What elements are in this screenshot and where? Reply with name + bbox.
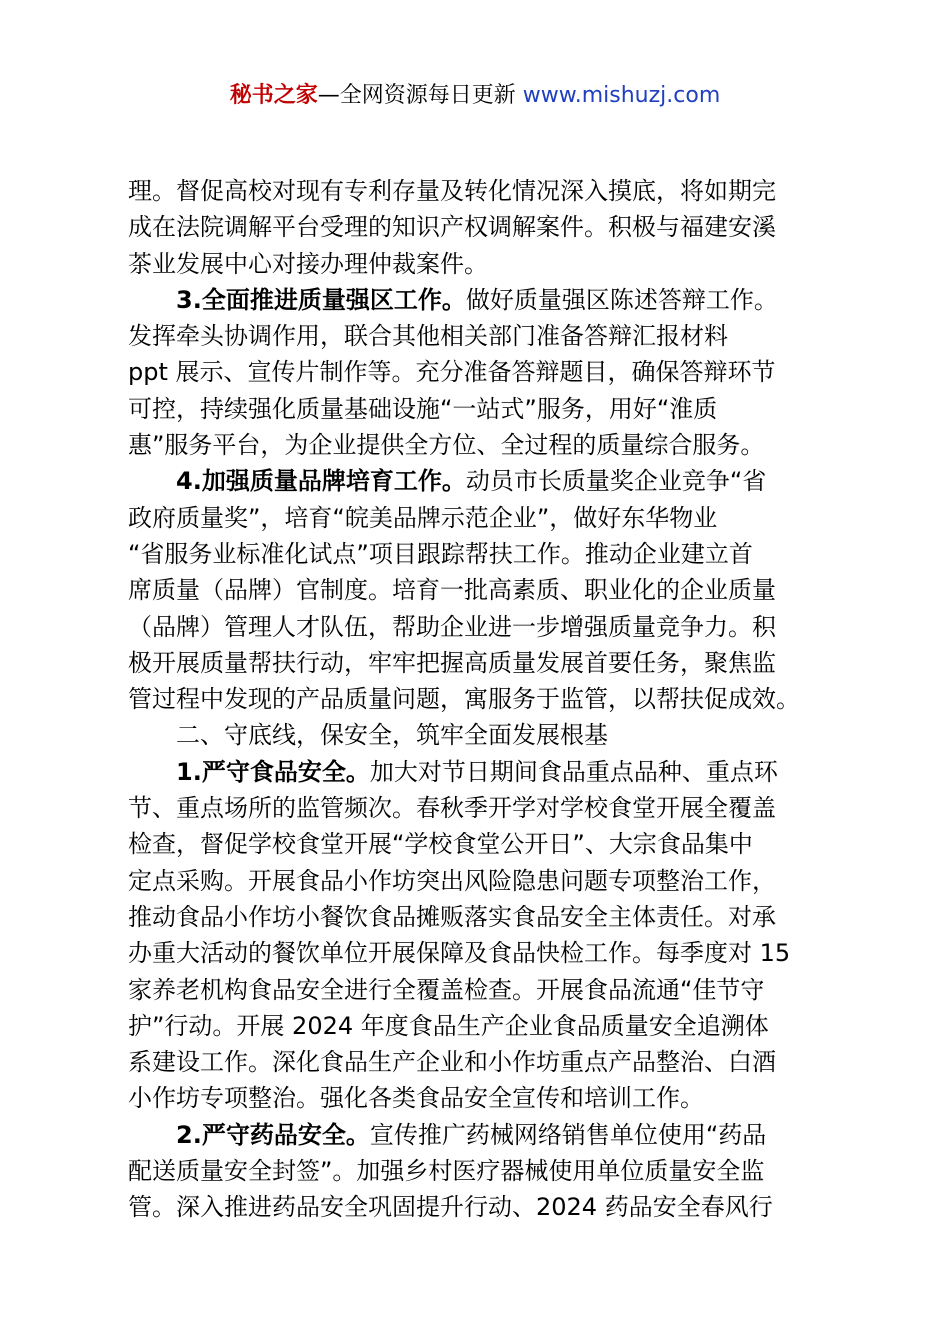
- line-bold: 2.严守药品安全。: [176, 1120, 370, 1149]
- text-line: [128, 863, 834, 899]
- site-url-link[interactable]: www.mishuzj.com: [522, 83, 721, 108]
- text-line: [128, 209, 834, 245]
- line-text: ppt 展示、宣传片制作等。充分准备答辩题目，确保答辩环节: [128, 358, 776, 387]
- line-text: 配送质量安全封签”。加强乡村医疗器械使用单位质量安全监: [128, 1157, 765, 1186]
- line-text: 推动食品小作坊小餐饮食品摊贩落实食品安全主体责任。对承: [128, 902, 776, 931]
- text-line: [128, 1153, 834, 1189]
- line-text: 小作坊专项整治。强化各类食品安全宣传和培训工作。: [128, 1084, 704, 1113]
- section-heading-line: [128, 1117, 834, 1153]
- line-text: “省服务业标准化试点”项目跟踪帮扶工作。推动企业建立首: [128, 539, 753, 568]
- line-text: 节、重点场所的监管频次。春秋季开学对学校食堂开展全覆盖: [128, 794, 776, 823]
- line-text: 极开展质量帮扶行动，牢牢把握高质量发展首要任务，聚焦监: [128, 648, 776, 677]
- line-text: 二、守底线，保安全，筑牢全面发展根基: [176, 721, 608, 750]
- line-text: 惠”服务平台，为企业提供全方位、全过程的质量综合服务。: [128, 431, 765, 460]
- line-text: 管。深入推进药品安全巩固提升行动、2024 药品安全春风行: [128, 1193, 773, 1222]
- text-line: [128, 972, 834, 1008]
- line-text: 系建设工作。深化食品生产企业和小作坊重点产品整治、白酒: [128, 1048, 776, 1077]
- text-line: [128, 935, 834, 971]
- line-bold: 4.加强质量品牌培育工作。: [176, 467, 466, 496]
- line-text: 政府质量奖”，培育“皖美品牌示范企业”，做好东华物业: [128, 503, 718, 532]
- text-line: [128, 572, 834, 608]
- line-text: 发挥牵头协调作用，联合其他相关部门准备答辩汇报材料: [128, 322, 728, 351]
- line-text: 检查，督促学校食堂开展“学校食堂公开日”、大宗食品集中: [128, 830, 753, 859]
- line-bold: 1.严守食品安全。: [176, 757, 370, 786]
- line-text: 可控，持续强化质量基础设施“一站式”服务，用好“淮质: [128, 394, 718, 423]
- header-tagline: —全网资源每日更新: [317, 83, 523, 108]
- text-line: [128, 1008, 834, 1044]
- line-text: 管过程中发现的产品质量问题，寓服务于监管，以帮扶促成效。: [128, 685, 800, 714]
- text-line: [128, 536, 834, 572]
- line-text: 定点采购。开展食品小作坊突出风险隐患问题专项整治工作，: [128, 866, 776, 895]
- brand-name: 秘书之家: [229, 83, 318, 108]
- line-bold: 3.全面推进质量强区工作。: [176, 285, 466, 314]
- text-line: [128, 427, 834, 463]
- line-text: 成在法院调解平台受理的知识产权调解案件。积极与福建安溪: [128, 213, 776, 242]
- section-heading-line: [128, 754, 834, 790]
- text-line: [128, 246, 834, 282]
- line-text: 办重大活动的餐饮单位开展保障及食品快检工作。每季度对 15: [128, 939, 791, 968]
- line-text: 做好质量强区陈述答辩工作。: [465, 285, 778, 314]
- text-line: [128, 173, 834, 209]
- text-line: [128, 681, 834, 717]
- text-line: [128, 1189, 834, 1225]
- line-text: 护”行动。开展 2024 年度食品生产企业食品质量安全追溯体: [128, 1011, 769, 1040]
- line-text: 加大对节日期间食品重点品种、重点环: [369, 757, 778, 786]
- text-line: [128, 500, 834, 536]
- text-line: [128, 1044, 834, 1080]
- site-header: [0, 80, 950, 112]
- line-text: 动员市长质量奖企业竞争“省: [465, 467, 767, 496]
- chapter-heading-line: [128, 717, 834, 753]
- section-heading-line: [128, 463, 834, 499]
- line-text: 席质量（品牌）官制度。培育一批高素质、职业化的企业质量: [128, 576, 776, 605]
- line-text: 家养老机构食品安全进行全覆盖检查。开展食品流通“佳节守: [128, 975, 765, 1004]
- text-line: [128, 826, 834, 862]
- text-line: [128, 391, 834, 427]
- text-line: [128, 354, 834, 390]
- text-line: [128, 1080, 834, 1116]
- text-line: [128, 899, 834, 935]
- section-heading-line: [128, 282, 834, 318]
- text-line: [128, 318, 834, 354]
- line-text: 宣传推广药械网络销售单位使用“药品: [369, 1120, 767, 1149]
- line-text: 茶业发展中心对接办理仲裁案件。: [128, 249, 488, 278]
- text-line: [128, 609, 834, 645]
- text-line: [128, 645, 834, 681]
- line-text: （品牌）管理人才队伍，帮助企业进一步增强质量竞争力。积: [128, 612, 776, 641]
- text-line: [128, 790, 834, 826]
- line-text: 理。督促高校对现有专利存量及转化情况深入摸底，将如期完: [128, 177, 776, 205]
- document-body: [128, 173, 834, 1226]
